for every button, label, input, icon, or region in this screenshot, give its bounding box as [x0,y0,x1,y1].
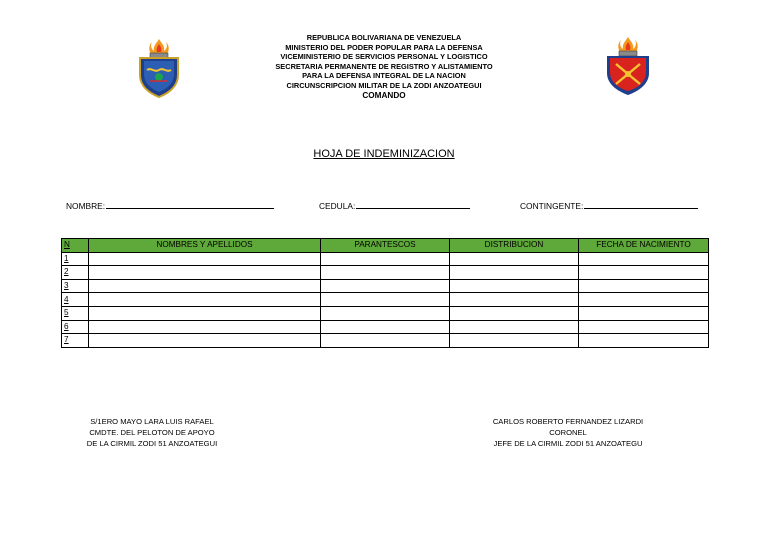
table-cell[interactable] [89,306,321,320]
table-cell[interactable] [450,266,579,280]
signature-right-rank: CORONEL [549,428,587,437]
row-number: 2 [62,266,89,280]
row-number: 5 [62,306,89,320]
table-cell[interactable] [321,306,450,320]
nombre-blank-line[interactable] [106,199,274,209]
table-cell[interactable] [450,320,579,334]
table-row [62,320,709,334]
table-cell[interactable] [579,293,709,307]
table-row [62,279,709,293]
table-row [62,252,709,266]
table-cell[interactable] [450,306,579,320]
table-cell[interactable] [321,279,450,293]
nombre-label: NOMBRE: [66,201,106,211]
military-shield-emblem-icon [134,37,184,101]
table-cell[interactable] [89,252,321,266]
table-cell[interactable] [450,293,579,307]
signature-block-right [468,416,668,449]
table-cell[interactable] [579,334,709,348]
table-cell[interactable] [321,252,450,266]
header-line-1: REPUBLICA BOLIVARIANA DE VENEZUELA [306,33,462,42]
signature-left-unit: DE LA CIRMIL ZODI 51 ANZOATEGUI [86,439,218,448]
header-distribucion: DISTRIBUCION [450,239,579,253]
table-cell[interactable] [321,334,450,348]
table-cell[interactable] [89,293,321,307]
table-cell[interactable] [89,320,321,334]
header-n: N [62,239,89,253]
table-cell[interactable] [579,320,709,334]
table-cell[interactable] [321,266,450,280]
table-row [62,306,709,320]
table-cell[interactable] [89,279,321,293]
header-fecha-nacimiento: FECHA DE NACIMIENTO [579,239,709,253]
header-line-5: PARA LA DEFENSA INTEGRAL DE LA NACION [302,71,466,81]
table-row [62,266,709,280]
signature-left-name: S/1ERO MAYO LARA LUIS RAFAEL [90,417,214,426]
table-header-row [62,239,709,253]
table-cell[interactable] [579,252,709,266]
row-number: 7 [62,334,89,348]
header-line-3: VICEMINISTERIO DE SERVICIOS PERSONAL Y LOGISTICO [280,52,488,62]
header-line-6: CIRCUNSCRIPCION MILITAR DE LA ZODI ANZOATEGUI [286,80,482,90]
table-cell[interactable] [89,334,321,348]
contingente-label: CONTINGENTE: [520,201,584,211]
table-cell[interactable] [450,252,579,266]
signature-left-role: CMDTE. DEL PELOTON DE APOYO [89,428,215,437]
institution-header [230,33,538,100]
signature-right-unit: JEFE DE LA CIRMIL ZODI 51 ANZOATEGU [493,439,643,448]
cedula-label: CEDULA: [319,201,356,211]
row-number: 4 [62,293,89,307]
table-cell[interactable] [579,279,709,293]
table-cell[interactable] [579,306,709,320]
indemnization-table [61,238,709,348]
header-comando: COMANDO [362,90,406,100]
nombre-field [66,199,274,211]
table-cell[interactable] [450,334,579,348]
table-cell[interactable] [450,279,579,293]
row-number: 6 [62,320,89,334]
cedula-blank-line[interactable] [356,199,470,209]
cedula-field [319,199,470,211]
table-cell[interactable] [89,266,321,280]
crossed-rifles-shield-emblem-icon [602,36,654,98]
header-line-4: SECRETARIA PERMANENTE DE REGISTRO Y ALISTAMIENTO [275,61,493,71]
table-row [62,334,709,348]
table-cell[interactable] [321,293,450,307]
signature-right-name: CARLOS ROBERTO FERNANDEZ LIZARDI [492,417,644,426]
row-number: 3 [62,279,89,293]
signature-block-left [52,416,252,449]
contingente-blank-line[interactable] [584,199,698,209]
contingente-field [520,199,698,211]
table-cell[interactable] [579,266,709,280]
header-nombres: NOMBRES Y APELLIDOS [89,239,321,253]
table-cell[interactable] [321,320,450,334]
table-row [62,293,709,307]
header-line-2: MINISTERIO DEL PODER POPULAR PARA LA DEFENSA [285,42,483,52]
header-parantescos: PARANTESCOS [321,239,450,253]
document-title: HOJA DE INDEMINIZACION [313,148,455,160]
row-number: 1 [62,252,89,266]
